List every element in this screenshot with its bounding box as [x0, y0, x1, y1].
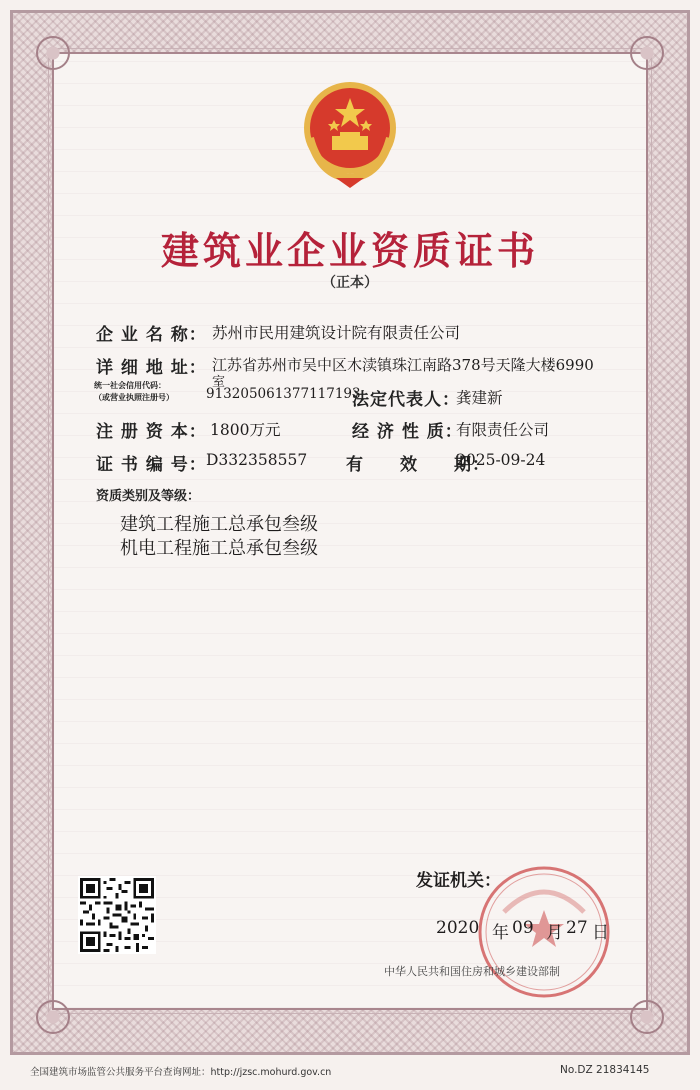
credit-code-sublabel: （或营业执照注册号）: [94, 393, 174, 402]
cert-number-label: 证 书 编 号：: [96, 455, 207, 475]
corner-ornament: [630, 36, 664, 70]
capital-label: 注 册 资 本：: [96, 422, 207, 442]
issue-day: 27: [566, 918, 588, 938]
national-emblem-icon: [296, 78, 404, 190]
corner-ornament: [36, 36, 70, 70]
serial-number: No.DZ 21834145: [560, 1064, 650, 1076]
issue-month: 09: [512, 918, 534, 938]
address-value-line1: 江苏省苏州市吴中区木渎镇珠江南路378号天隆大楼6990: [212, 356, 594, 374]
issuer-label: 发证机关：: [416, 871, 501, 891]
qr-code-icon: [78, 876, 156, 954]
corner-ornament: [630, 1000, 664, 1034]
corner-ornament: [36, 1000, 70, 1034]
economic-type-value: 有限责任公司: [456, 421, 550, 439]
validity-value: 2025-09-24: [456, 451, 546, 469]
certificate-title: 建筑业企业资质证书: [160, 229, 539, 273]
company-name-value: 苏州市民用建筑设计院有限责任公司: [212, 324, 461, 342]
credit-code-value: 913205061377117193: [206, 386, 361, 402]
issue-year: 2020: [436, 918, 480, 938]
legal-rep-value: 龚建新: [456, 389, 503, 407]
credit-code-label: 统一社会信用代码：: [94, 381, 166, 390]
issue-month-unit: 月: [546, 923, 563, 943]
capital-value: 1800万元: [210, 421, 281, 439]
issuing-ministry: 中华人民共和国住房和城乡建设部制: [384, 965, 560, 978]
address-value-line2: 室: [212, 375, 226, 390]
query-url-text: 全国建筑市场监管公共服务平台查询网址：http://jzsc.mohurd.gov.cn: [30, 1067, 332, 1078]
qualification-item: 建筑工程施工总承包叁级: [120, 514, 318, 535]
legal-rep-label: 法定代表人：: [352, 390, 460, 410]
address-label: 详 细 地 址：: [96, 358, 207, 378]
company-name-label: 企 业 名 称：: [96, 325, 207, 345]
issue-day-unit: 日: [592, 923, 609, 943]
issue-year-unit: 年: [492, 923, 509, 943]
qualification-item: 机电工程施工总承包叁级: [120, 538, 318, 559]
validity-label: 有 效 期：: [346, 455, 490, 475]
certificate-subtitle: （正本）: [322, 275, 378, 291]
cert-number-value: D332358557: [206, 451, 308, 469]
economic-type-label: 经 济 性 质：: [352, 422, 463, 442]
qualifications-label: 资质类别及等级：: [96, 489, 201, 504]
